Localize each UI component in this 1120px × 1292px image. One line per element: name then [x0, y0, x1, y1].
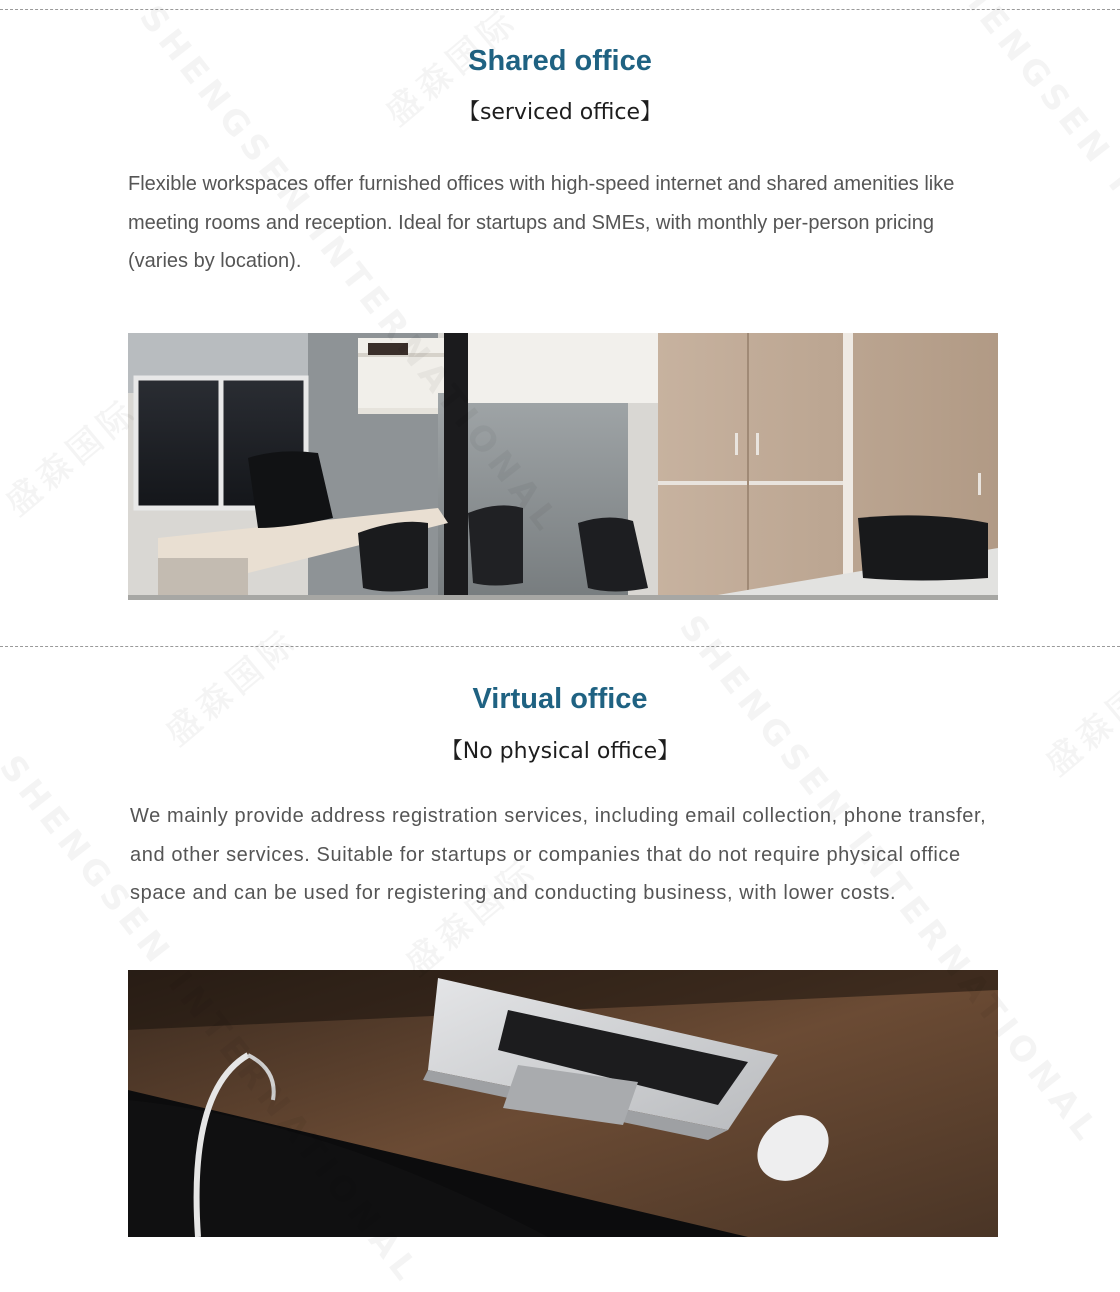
section-description: We mainly provide address registration services, including email collection, phone transfer, and other services. Suitable for startups or companies that do not require physical office space and can be used for registering and conducting business, with lower costs. [130, 805, 987, 904]
section-title: Shared office [468, 45, 652, 77]
laptop-on-desk-photo [128, 970, 998, 1237]
section-divider [0, 9, 1120, 10]
section-divider [0, 646, 1120, 647]
section-subtitle: 【serviced office】 [457, 100, 663, 125]
watermark-logo-text [0, 384, 147, 524]
section-description: Flexible workspaces offer furnished offices with high-speed internet and shared amenities like meeting rooms and reception. Ideal for startups and SMEs, with monthly per-person pricing (varies by location). [128, 173, 955, 272]
section-title: Virtual office [472, 683, 648, 715]
office-interior-photo [128, 333, 998, 600]
section-subtitle: 【No physical office】 [440, 739, 680, 764]
